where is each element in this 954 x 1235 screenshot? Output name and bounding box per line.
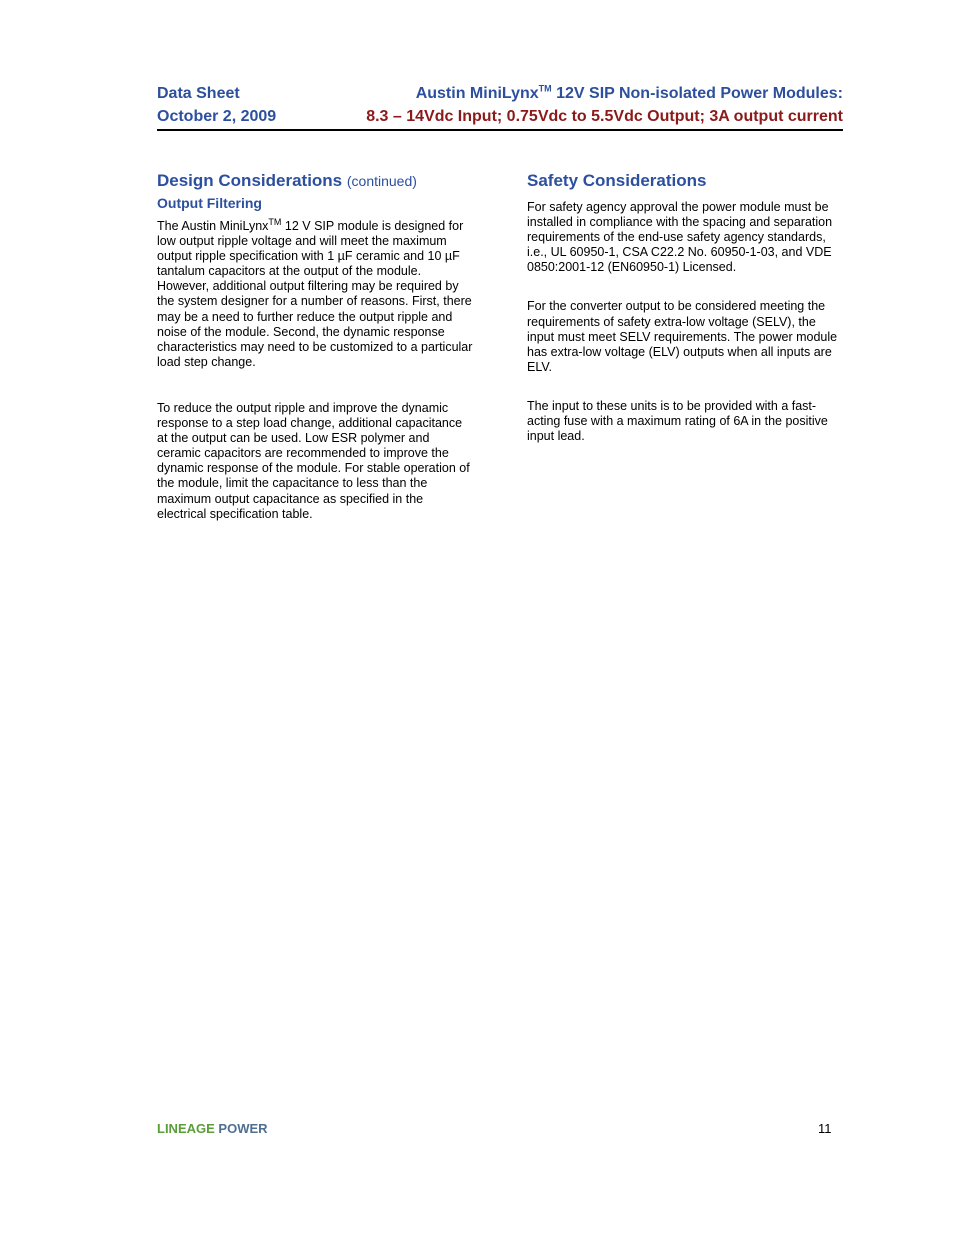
spacer [527,375,845,399]
p1-pre: The Austin MiniLynx [157,219,269,233]
header-rule [157,129,843,131]
spacer [527,275,845,299]
safety-paragraph-1: For safety agency approval the power module must be installed in compliance with the spacing and separation requirements of the end-use safety agency standards, i.e., UL 60950-1, CSA C22.2 No. 60950-1-03, and VDE 0850:2001-12 (EN60950-1) Licensed. [527,200,833,275]
safety-paragraph-3: The input to these units is to be provided with a fast-acting fuse with a maximum rating of 6A in the positive input lead. [527,398,828,444]
page-number: 11 [818,1121,832,1136]
spacer [527,192,845,200]
doc-title-tm: TM [538,83,552,94]
p1-tm: TM [268,216,282,227]
doc-subtitle: 8.3 – 14Vdc Input; 0.75Vdc to 5.5Vdc Output; 3A output current [366,108,843,125]
doc-date: October 2, 2009 [157,108,277,125]
output-filtering-paragraph-2: To reduce the output ripple and improve the dynamic response to a step load change, additional capacitance at the output can be used. Low ESR polymer and ceramic capacitors are recommended to improve the dynamic response of the module. For stable operation of the module, limit the capacitance to less than the maximum output capacitance as specified in the electrical specification table. [157,400,470,521]
doc-title-main: Austin MiniLynx [415,85,539,102]
safety-considerations-heading: Safety Considerations [527,171,707,190]
footer-brand-power: POWER [214,1121,268,1136]
footer-brand-lineage: LINEAGE [157,1121,215,1136]
output-filtering-heading: Output Filtering [157,195,262,211]
doc-title [416,85,843,103]
left-column [157,170,473,522]
design-heading-text: Design Considerations [157,171,343,190]
doc-title-rest: 12V SIP Non-isolated Power Modules: [551,85,843,102]
doc-type: Data Sheet [157,85,240,102]
footer-brand [157,1121,268,1136]
spacer [157,370,473,401]
right-column [527,170,845,444]
design-considerations-heading [157,170,473,192]
safety-paragraph-2: For the converter output to be considered meeting the requirements of safety extra-low voltage (SELV), the input must meet SELV requirements. The power module has extra-low voltage (ELV) outputs when all inputs are ELV. [527,299,838,374]
design-heading-note: (continued) [346,173,417,189]
output-filtering-paragraph-1 [157,216,473,370]
p1-post: 12 V SIP module is designed for low output ripple voltage and will meet the maximum output ripple specification with 1 µF ceramic and 10 µF tantalum capacitors at the output of the module. However, additional output filtering may be required by the system designer for a number of reasons. First, there may be a need to further reduce the output ripple and noise of the module. Second, the dynamic response characteristics may need to be customized to a particular load step change. [157,219,473,369]
